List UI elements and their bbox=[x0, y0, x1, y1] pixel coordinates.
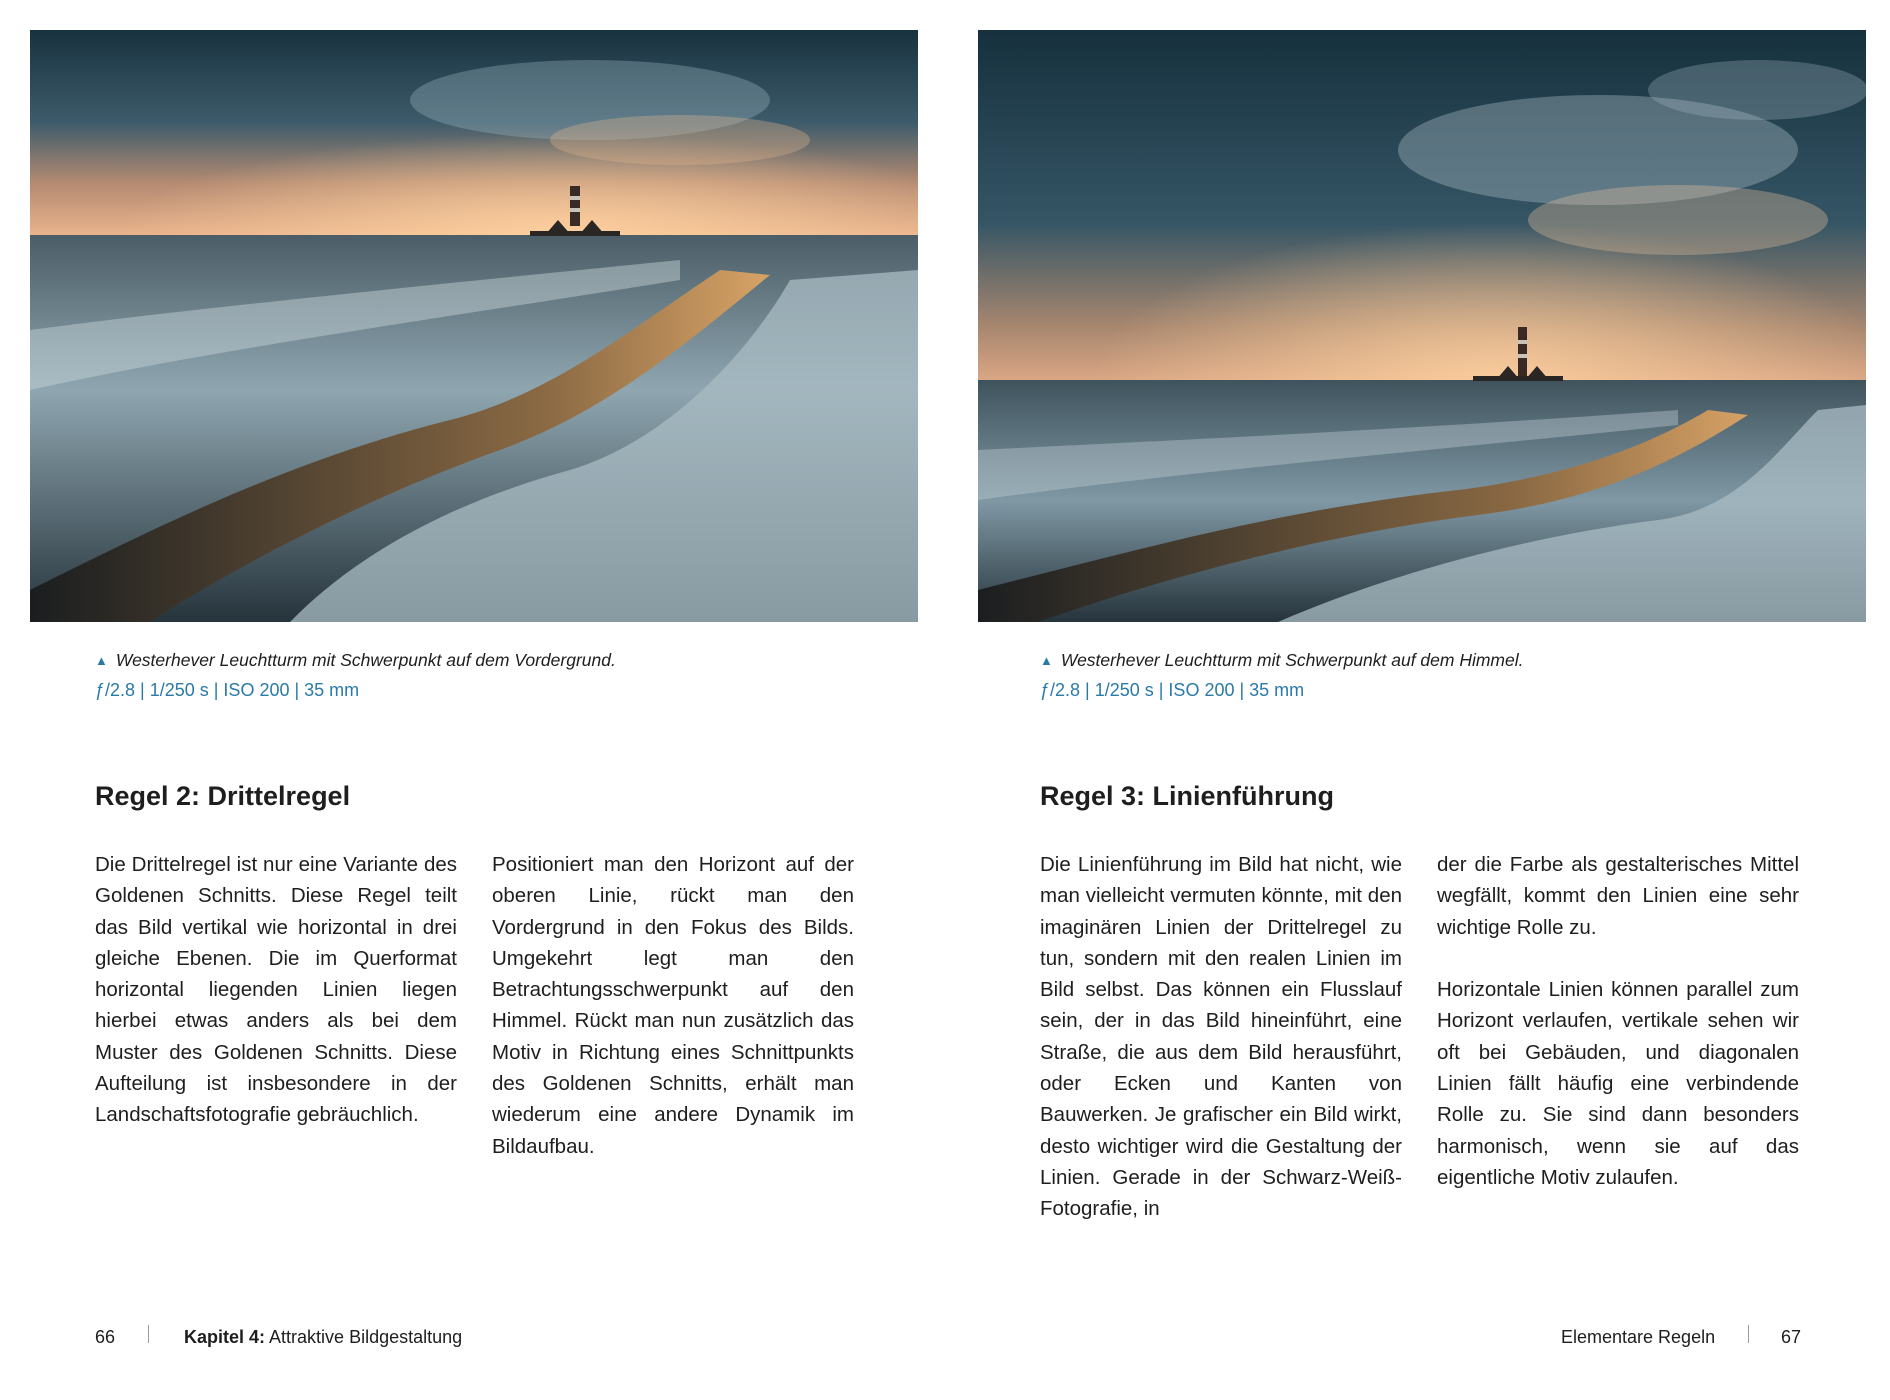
chapter-label: Kapitel 4: bbox=[184, 1327, 266, 1347]
photo-caption bbox=[95, 650, 895, 671]
text-column-1 bbox=[95, 849, 457, 1131]
page-number: 66 bbox=[95, 1327, 116, 1347]
triangle-up-icon: ▲ bbox=[95, 653, 108, 668]
exif-info: ƒ/2.8 | 1/250 s | ISO 200 | 35 mm bbox=[95, 680, 360, 700]
text-column-2 bbox=[1437, 849, 1799, 1193]
running-header: Elementare Regeln bbox=[1561, 1327, 1716, 1347]
page-number: 67 bbox=[1781, 1327, 1802, 1347]
caption-text: Westerhever Leuchtturm mit Schwerpunkt auf dem Himmel. bbox=[1060, 650, 1524, 670]
text-column-1 bbox=[1040, 849, 1402, 1225]
footer-separator bbox=[1748, 1325, 1749, 1343]
section-heading: Regel 3: Linienführung bbox=[1040, 781, 1334, 811]
section-heading: Regel 2: Drittelregel bbox=[95, 781, 351, 811]
photo-caption bbox=[1040, 650, 1840, 671]
running-header bbox=[184, 1327, 462, 1348]
footer-separator bbox=[148, 1325, 149, 1343]
triangle-up-icon: ▲ bbox=[1040, 653, 1053, 668]
paragraph: der die Farbe als gestalterisches Mittel wegfällt, kommt den Linien eine sehr wichtige Rolle zu. bbox=[1437, 853, 1799, 939]
lighthouse-photo-foreground bbox=[30, 30, 918, 622]
exif-info: ƒ/2.8 | 1/250 s | ISO 200 | 35 mm bbox=[1040, 680, 1305, 700]
chapter-title: Attraktive Bildgestaltung bbox=[269, 1327, 463, 1347]
right-page bbox=[945, 0, 1890, 1400]
paragraph: Die Drittelregel ist nur eine Variante des Goldenen Schnitts. Diese Regel teilt das Bild vertikal wie horizontal in drei gleiche Ebenen. Die im Querformat horizontal liegenden Linien liegen hierbei etwas anders als bei dem Muster des Goldenen Schnitts. Diese Aufteilung ist insbesondere in der Landschaftsfotografie gebräuchlich. bbox=[95, 853, 457, 1127]
text-column-2 bbox=[492, 849, 854, 1162]
caption-text: Westerhever Leuchtturm mit Schwerpunkt auf dem Vordergrund. bbox=[115, 650, 616, 670]
paragraph: Horizontale Linien können parallel zum Horizont verlaufen, vertikale sehen wir oft bei Gebäuden, und diagonalen Linien fällt häufig eine verbindende Rolle zu. Sie sind dann besonders harmonisch, wenn sie auf das eigentliche Motiv zulaufen. bbox=[1437, 978, 1799, 1189]
paragraph: Positioniert man den Horizont auf der oberen Linie, rückt man den Vordergrund in den Fokus des Bilds. Umgekehrt legt man den Betrachtungsschwerpunkt auf den Himmel. Rückt man nun zusätzlich das Motiv in Richtung eines Schnittpunkts des Goldenen Schnitts, erhält man wiederum eine andere Dynamik im Bildaufbau. bbox=[492, 853, 854, 1158]
lighthouse-photo-sky bbox=[978, 30, 1866, 622]
paragraph: Die Linienführung im Bild hat nicht, wie man vielleicht vermuten könnte, mit den imaginären Linien der Drittelregel zu tun, sondern mit den realen Linien im Bild selbst. Das können ein Flusslauf sein, der in das Bild hineinführt, eine Straße, die aus dem Bild herausführt, oder Ecken und Kanten von Bauwerken. Je grafischer ein Bild wirkt, desto wichtiger wird die Gestaltung der Linien. Gerade in der Schwarz-Weiß-Fotografie, in bbox=[1040, 853, 1402, 1221]
